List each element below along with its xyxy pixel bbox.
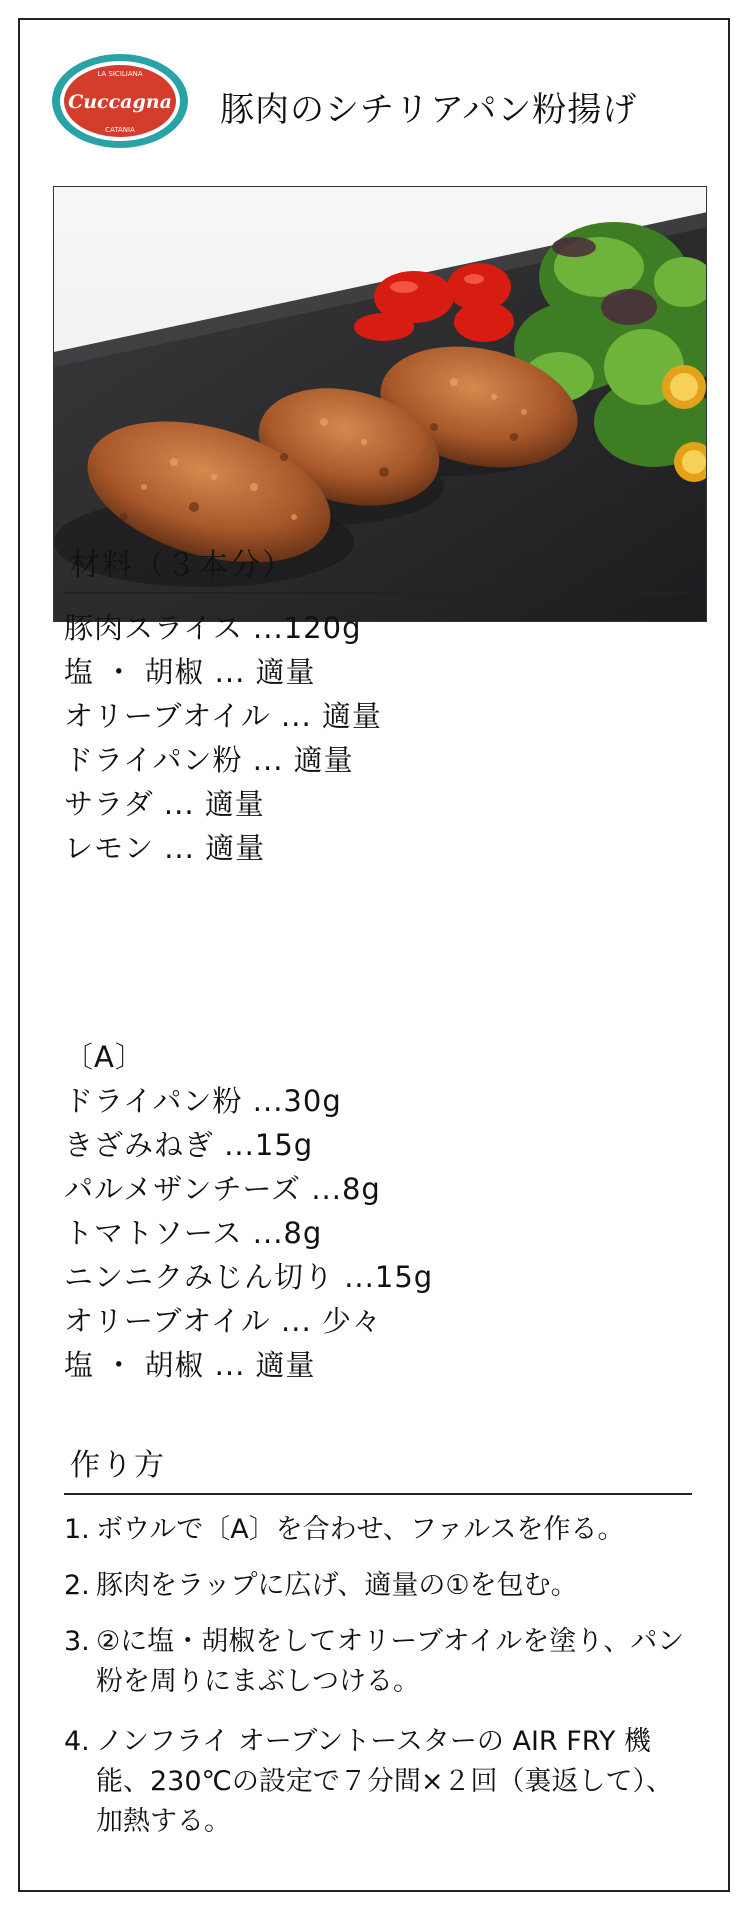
cuccagna-logo xyxy=(50,52,190,150)
ingredient-item: レモン ... 適量 xyxy=(64,831,266,865)
ingredient-item: きざみねぎ ...15g xyxy=(64,1128,314,1162)
step-number: 3. xyxy=(64,1626,90,1657)
ingredient-item: サラダ ... 適量 xyxy=(64,787,265,821)
step-number: 1. xyxy=(64,1514,90,1545)
ingredients-heading: 材料（３本分） xyxy=(70,548,294,583)
svg-text:LA SICILIANA: LA SICILIANA xyxy=(97,70,143,78)
step-text: ②に塩・胡椒をしてオリーブオイルを塗り、パン粉を周りにまぶしつける。 xyxy=(96,1626,685,1697)
recipe-title: 豚肉のシチリアパン粉揚げ xyxy=(220,90,638,130)
ingredient-item: ニンニクみじん切り ...15g xyxy=(64,1260,434,1294)
ingredients-group-list xyxy=(64,1035,433,1387)
step-number: 4. xyxy=(64,1726,90,1757)
ingredient-item: 塩 ・ 胡椒 ... 適量 xyxy=(64,655,316,689)
svg-text:Cuccagna: Cuccagna xyxy=(68,91,172,113)
ingredient-item: ドライパン粉 ... 適量 xyxy=(64,743,354,777)
step-text: 豚肉をラップに広げ、適量の①を包む。 xyxy=(96,1570,578,1601)
ingredient-item: トマトソース ...8g xyxy=(64,1216,323,1250)
ingredient-item: 豚肉スライス ...120g xyxy=(64,611,362,645)
ingredient-item: ドライパン粉 ...30g xyxy=(64,1084,342,1118)
ingredients-main-list xyxy=(64,606,382,870)
ingredient-group-label: 〔A〕 xyxy=(64,1040,145,1074)
method-divider xyxy=(64,1493,692,1495)
method-heading: 作り方 xyxy=(70,1448,166,1483)
svg-text:CATANIA: CATANIA xyxy=(105,126,135,134)
step-text: ノンフライ オーブントースターの AIR FRY 機能、230℃の設定で７分間×２回（裏返して）、加熱する。 xyxy=(96,1726,673,1837)
ingredient-item: オリーブオイル ... 少々 xyxy=(64,1304,382,1338)
step-number: 2. xyxy=(64,1570,90,1601)
recipe-card xyxy=(18,18,730,1892)
ingredients-divider xyxy=(64,592,692,594)
ingredient-item: 塩 ・ 胡椒 ... 適量 xyxy=(64,1348,316,1382)
step-text: ボウルで〔A〕を合わせ、ファルスを作る。 xyxy=(96,1514,625,1545)
ingredient-item: パルメザンチーズ ...8g xyxy=(64,1172,381,1206)
ingredient-item: オリーブオイル ... 適量 xyxy=(64,699,382,733)
